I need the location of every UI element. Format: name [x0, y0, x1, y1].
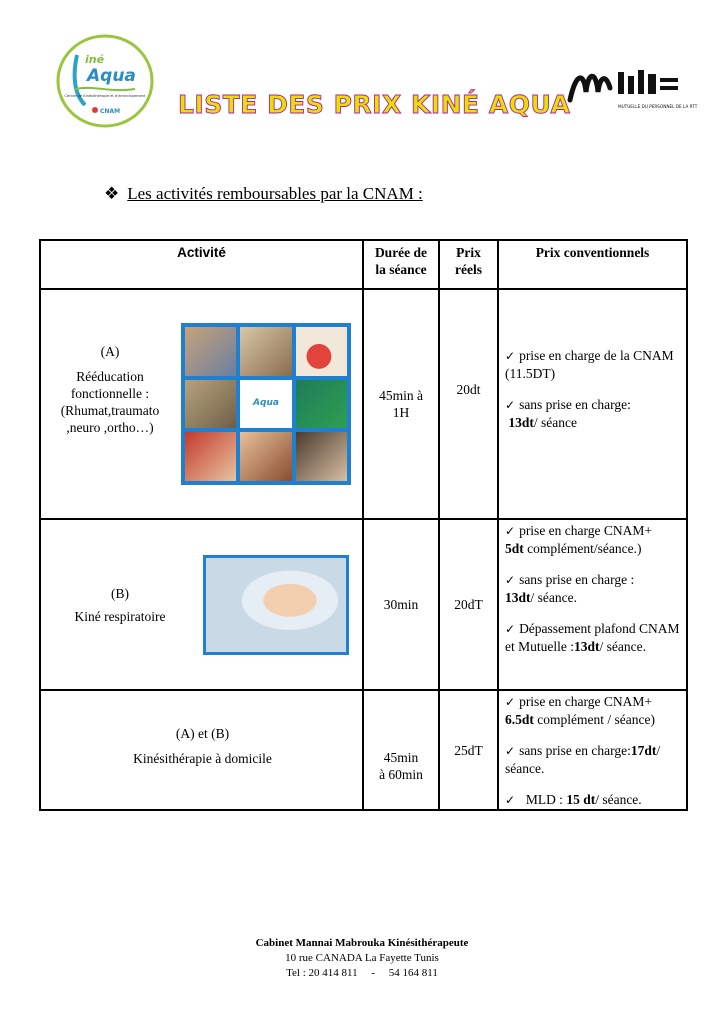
logo-word2: Aqua — [87, 66, 136, 86]
conv-suffix: complément/séance.) — [527, 541, 642, 556]
footer-tel: Tel : 20 414 811 - 54 164 811 — [286, 967, 438, 979]
conv-item — [505, 522, 680, 557]
conv-cell — [498, 289, 687, 519]
conv-item — [505, 742, 680, 777]
footer — [0, 936, 724, 981]
conv-suffix: / séance — [533, 415, 577, 430]
conv-item — [505, 791, 680, 809]
activity-label-line: Rééducation — [76, 368, 144, 384]
table-row — [40, 289, 687, 519]
activity-text — [41, 725, 364, 767]
header-prix-line2: réels — [455, 262, 482, 277]
conv-item — [505, 396, 680, 431]
conv-item — [505, 571, 680, 606]
table-row — [40, 690, 687, 810]
duree-line: à 60min — [379, 767, 423, 782]
conv-cell — [498, 519, 687, 690]
duree-line: 45min — [383, 750, 419, 765]
section-heading-text: Les activités remboursables par la CNAM : — [127, 184, 423, 203]
conv-text: prise en charge CNAM+ — [519, 694, 653, 709]
conv-suffix: / séance. — [530, 590, 577, 605]
table-row — [40, 519, 687, 690]
duree-line: 1H — [392, 405, 410, 420]
conv-price: 15 dt — [566, 792, 596, 807]
conv-price: 13dt — [505, 590, 531, 605]
check-icon: ✓ — [505, 524, 516, 538]
conv-price: 17dt — [630, 743, 657, 758]
header-conv: Prix conventionnels — [498, 240, 687, 289]
conv-item — [505, 693, 680, 728]
baby-photo — [203, 555, 349, 655]
conv-text: sans prise en charge: — [519, 743, 631, 758]
check-icon: ✓ — [505, 695, 516, 709]
diamond-bullet-icon: ❖ — [104, 184, 120, 203]
footer-address: 10 rue CANADA La Fayette Tunis — [285, 952, 439, 964]
check-icon: ✓ — [505, 793, 516, 807]
check-icon: ✓ — [505, 573, 516, 587]
page-title: LISTE DES PRIX KINÉ AQUA — [178, 90, 571, 119]
duree-cell — [363, 289, 439, 519]
conv-price: 5dt — [505, 541, 524, 556]
prix-cell: 20dt — [439, 289, 498, 519]
conv-cell — [498, 690, 687, 810]
duree-cell — [363, 690, 439, 810]
check-icon: ✓ — [505, 349, 516, 363]
activity-text — [41, 343, 179, 436]
conv-text: Dépassement plafond CNAM et Mutuelle : — [505, 621, 680, 654]
header-duree — [363, 240, 439, 289]
activity-code: (A) et (B) — [175, 726, 230, 741]
conv-suffix: / séance. — [599, 639, 646, 654]
section-heading — [104, 184, 423, 204]
conv-price: 13dt — [573, 639, 600, 654]
conv-text: prise en charge CNAM+ — [519, 523, 653, 538]
conv-suffix: / séance. — [595, 792, 642, 807]
check-icon: ✓ — [505, 398, 516, 412]
prix-cell: 25dT — [439, 690, 498, 810]
conv-suffix: complément / séance) — [537, 712, 655, 727]
activity-label-line: fonctionnelle : — [70, 385, 150, 401]
activity-text — [41, 585, 199, 625]
prix-cell: 20dT — [439, 519, 498, 690]
activity-cell — [40, 519, 363, 690]
conv-text: sans prise en charge : — [519, 572, 635, 587]
logo-word1: iné — [85, 53, 105, 66]
header-duree-line1: Durée de — [374, 245, 428, 260]
header-duree-line2: la séance — [375, 262, 427, 277]
header-activite: Activité — [40, 240, 363, 289]
check-icon: ✓ — [505, 744, 516, 758]
conv-text: prise en charge de la CNAM (11.5DT) — [505, 348, 674, 381]
kine-aqua-logo — [55, 33, 155, 129]
duree-line: 45min à — [379, 388, 423, 403]
activity-label-line: Kiné respiratoire — [74, 608, 166, 624]
conv-text: sans prise en charge: — [519, 397, 631, 412]
rehab-photo-collage: Aqua — [181, 323, 351, 485]
logo-partner: CNAM — [100, 108, 121, 115]
price-table — [39, 239, 688, 811]
conv-price: 6.5dt — [505, 712, 534, 727]
conv-item — [505, 347, 680, 382]
header-prix-line1: Prix — [456, 245, 481, 260]
activity-code: (A) — [100, 343, 120, 359]
activity-label-line: (Rhumat,traumato — [60, 402, 160, 418]
footer-name: Cabinet Mannai Mabrouka Kinésithérapeute — [255, 937, 469, 949]
logo-tagline: Centre de Kinésithérapie et d'amincissement — [64, 94, 146, 98]
header-prix — [439, 240, 498, 289]
duree-cell — [363, 519, 439, 690]
duree-line: 30min — [383, 597, 419, 612]
check-icon: ✓ — [505, 622, 516, 636]
conv-item — [505, 620, 680, 655]
activity-label-line: ,neuro ,ortho…) — [66, 419, 154, 435]
table-header-row — [40, 240, 687, 289]
conv-price: 13dt — [508, 415, 534, 430]
activity-label-line: Kinésithérapie à domicile — [133, 751, 272, 766]
conv-text: MLD : — [525, 792, 563, 807]
mutuelle-logo — [566, 62, 698, 114]
activity-code: (B) — [111, 585, 129, 601]
conv-suffix: / séance. — [505, 743, 661, 776]
activity-cell — [40, 690, 363, 810]
activity-cell — [40, 289, 363, 519]
mutuelle-caption: MUTUELLE DU PERSONNEL DE LA RTT — [618, 104, 698, 109]
